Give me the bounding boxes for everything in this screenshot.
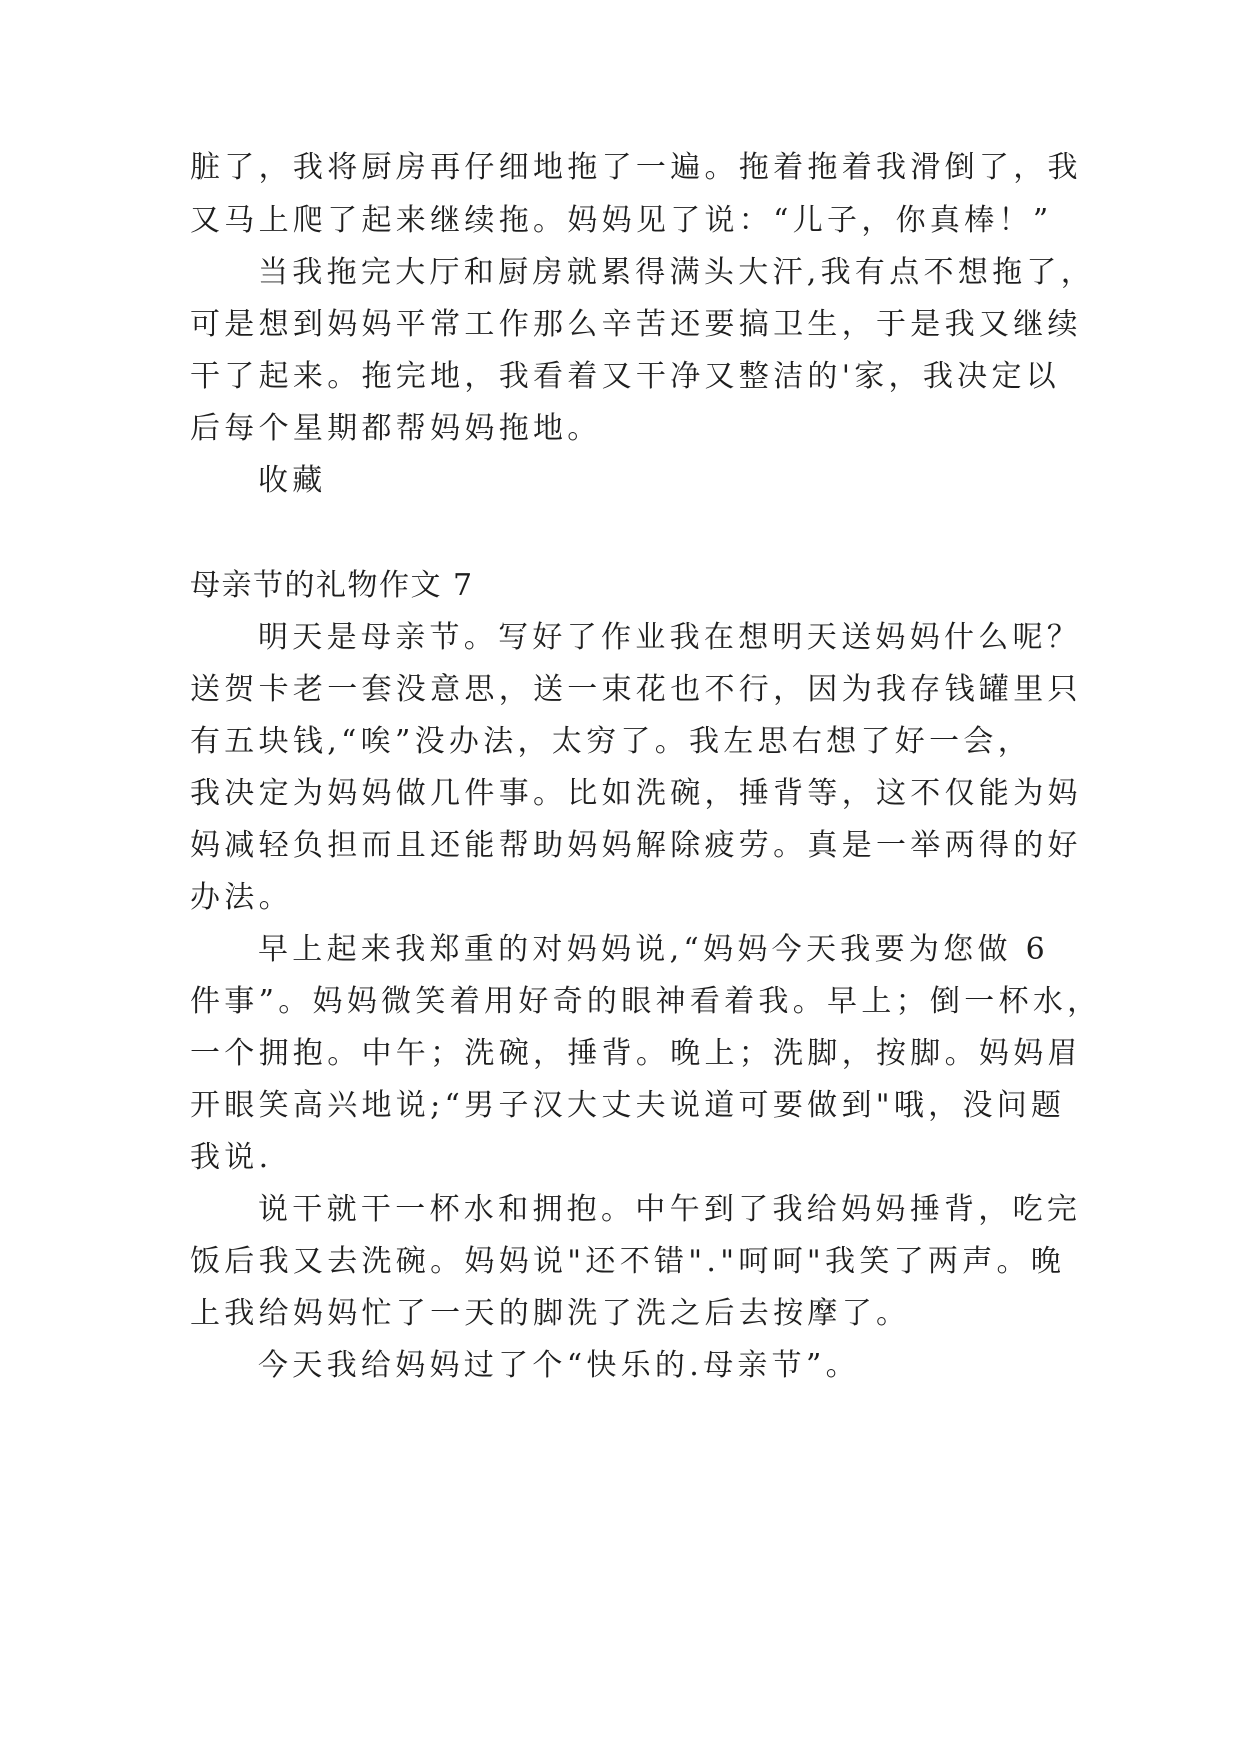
- essay-title: 母亲节的礼物作文 7: [190, 568, 474, 603]
- paragraph-line: 饭后我又去洗碗。妈妈说"还不错"."呵呵"我笑了两声。晚: [190, 1244, 1066, 1279]
- paragraph-line: 一个拥抱。中午；洗碗，捶背。晚上；洗脚，按脚。妈妈眉: [190, 1036, 1082, 1071]
- paragraph-line: 脏了，我将厨房再仔细地拖了一遍。拖着拖着我滑倒了，我: [190, 150, 1082, 185]
- paragraph-line: 件事”。妈妈微笑着用好奇的眼神看着我。早上；倒一杯水，: [190, 984, 1102, 1019]
- paragraph-line: 我说.: [190, 1140, 273, 1175]
- paragraph-line: 又马上爬了起来继续拖。妈妈见了说：“儿子，你真棒！”: [190, 203, 1053, 238]
- paragraph-line: 早上起来我郑重的对妈妈说,“妈妈今天我要为您做 6: [258, 932, 1049, 967]
- paragraph-line: 开眼笑高兴地说;“男子汉大丈夫说道可要做到"哦，没问题: [190, 1088, 1066, 1123]
- paragraph-line: 办法。: [190, 880, 293, 915]
- paragraph-line: 送贺卡老一套没意思，送一束花也不行，因为我存钱罐里只: [190, 672, 1082, 707]
- paragraph-line: 妈减轻负担而且还能帮助妈妈解除疲劳。真是一举两得的好: [190, 828, 1082, 863]
- paragraph-line: 我决定为妈妈做几件事。比如洗碗，捶背等，这不仅能为妈: [190, 776, 1082, 811]
- collect-label[interactable]: 收藏: [258, 463, 327, 498]
- paragraph-line: 上我给妈妈忙了一天的脚洗了洗之后去按摩了。: [190, 1296, 911, 1331]
- paragraph-line: 今天我给妈妈过了个“快乐的.母亲节”。: [258, 1348, 860, 1383]
- paragraph-line: 说干就干一杯水和拥抱。中午到了我给妈妈捶背，吃完: [258, 1192, 1082, 1227]
- paragraph-line: 可是想到妈妈平常工作那么辛苦还要搞卫生，于是我又继续: [190, 307, 1082, 342]
- paragraph-line: 当我拖完大厅和厨房就累得满头大汗,我有点不想拖了，: [258, 255, 1096, 290]
- document-page: [190, 0, 1102, 1754]
- paragraph-line: 干了起来。拖完地，我看着又干净又整洁的'家，我决定以: [190, 359, 1061, 394]
- paragraph-line: 有五块钱,“唉”没办法，太穷了。我左思右想了好一会，: [190, 724, 1033, 759]
- paragraph-line: 明天是母亲节。写好了作业我在想明天送妈妈什么呢？: [258, 620, 1082, 655]
- paragraph-line: 后每个星期都帮妈妈拖地。: [190, 411, 602, 446]
